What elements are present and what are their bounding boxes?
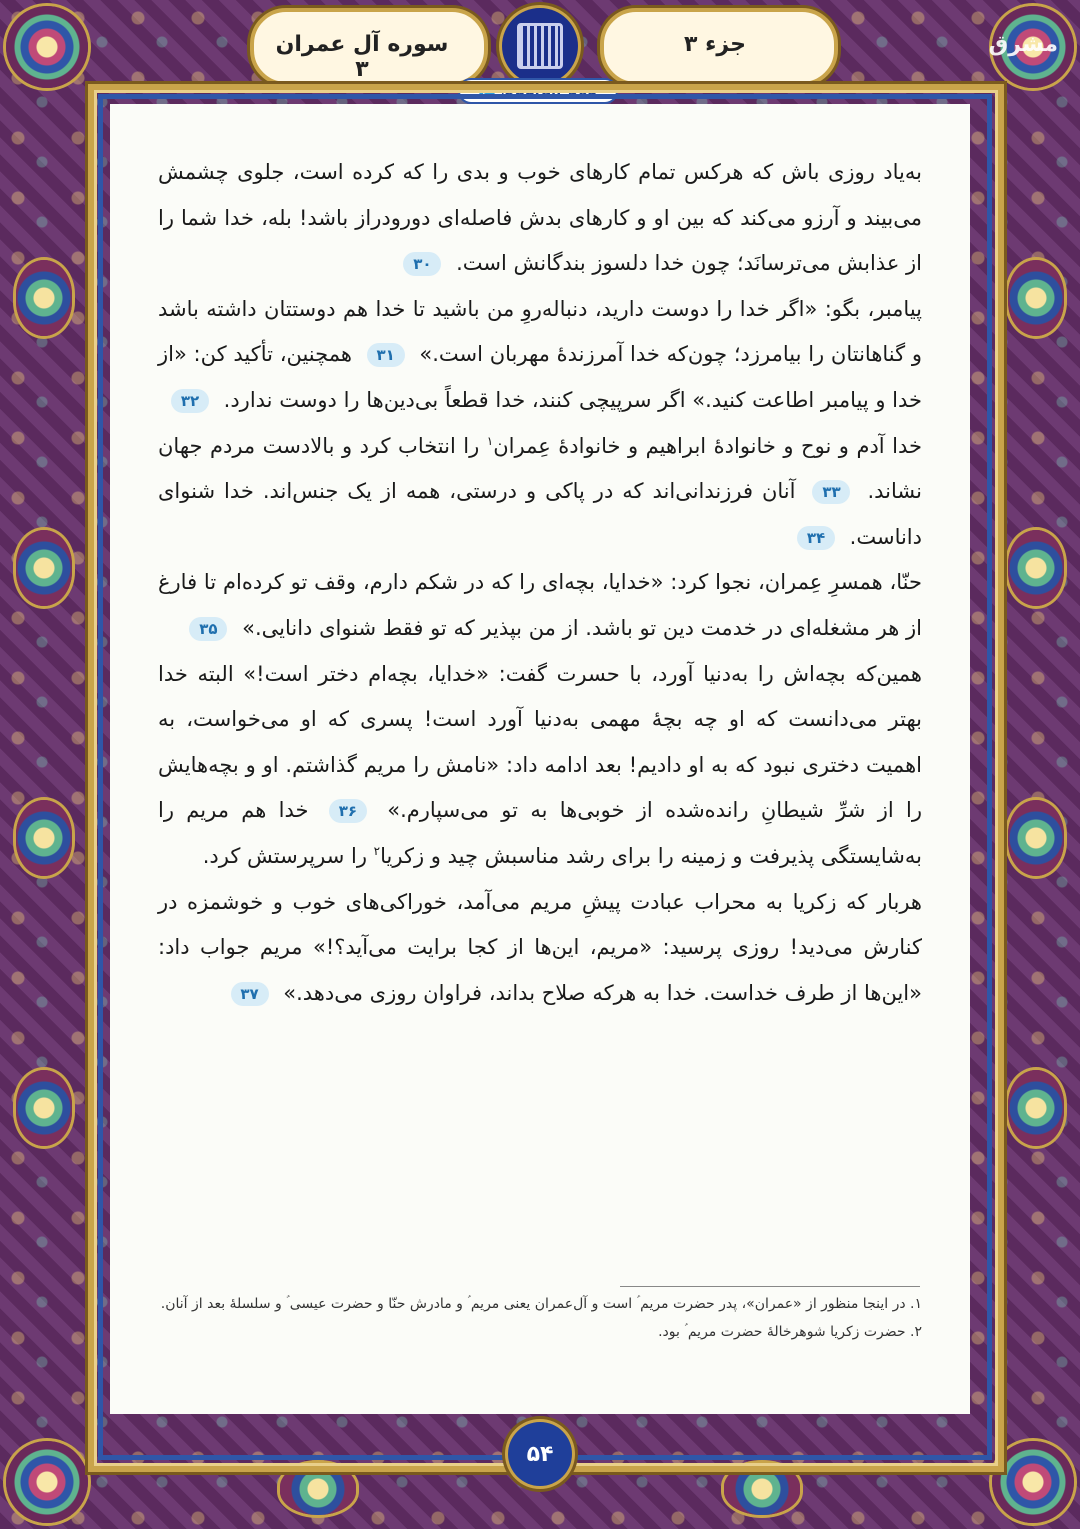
side-ornament [1008,800,1064,876]
footnote-marker[interactable]: ۲ [373,843,381,858]
paragraph [158,424,922,561]
verse-number: ۳۲ [171,389,209,413]
footnote: ۲. حضرت زکریا شوهرخالهٔ حضرت مریم ؑ بود. [658,1324,922,1340]
side-ornament [16,260,72,336]
side-ornament [1008,1070,1064,1146]
paragraph-text: به‌یاد روزی باش که هرکس تمام کارهای خوب و بدی را که کرده است، جلوی چشمش می‌بیند و آرزو می‌کند که بین او و کارهای بدش فاصله‌ای دورودراز باشد! بله، خدا شما را از عذابش می‌ترسانَد؛ چون خدا دلسوز بندگانش است. [158,160,922,276]
verse-number: ۳۷ [231,982,269,1006]
corner-ornament [992,1441,1074,1523]
paragraph-text: همین‌که بچه‌اش را به‌دنیا آورد، با حسرت گفت: «خدایا، بچه‌ام دختر است!» البته خدا بهتر می‌دانست که او چه بچهٔ مهمی به‌دنیا آورد است! پسری که او می‌خواست، به اهمیت دختری نبود که به او دادیم! بعد ادامه داد: «نامش را مریم گذاشتم. او و بچه‌هایش را از شرِّ شیطانِ رانده‌شده از خوبی‌ها به تو می‌سپارم.» [158,661,922,823]
paragraph [158,652,922,880]
corner-ornament [6,1441,88,1523]
paragraph-text: خدا هم مریم را به‌شایستگی پذیرفت و زمینه را برای رشد مناسبش چید و زکریا [158,798,922,868]
paragraph-text: هربار که زکریا به محراب عبادت پیشِ مریم می‌آمد، خوراکی‌های خوب و خوشمزه در کنارش می‌دید! روزی پرسید: «مریم، این‌ها از کجا برایت می‌آید؟!» مریم جواب داد: «این‌ها از طرف خداست. خدا به هرکه صلاح بداند، فراوان روزی می‌دهد.» [158,889,922,1005]
paragraph-text: را سرپرستش کرد. [202,843,367,868]
verse-number: ۳۴ [797,526,835,550]
paragraph-text: همچنین، تأکید کن: «از خدا و پیامبر اطاعت کنید.» اگر سرپیچی کنند، خدا قطعاً بی‌دین‌ها را دوست ندارد. [158,342,922,412]
paragraph-text: پیامبر، بگو: «اگر خدا را دوست دارید، دنباله‌روِ من باشید تا خدا هم دوستتان داشته باشد و گناهانتان را بیامرزد؛ چون‌که خدا آمرزندهٔ مهربان است.» [158,296,922,367]
verse-number: ۳۳ [812,480,850,504]
side-ornament [1008,260,1064,336]
paragraph-text: حنّا، همسرِ عِمران، نجوا کرد: «خدایا، بچه‌ای را که در شکم دارم، وقف تو کرده‌ام تا فارغ از هر مشغله‌ای در خدمت دین تو باشد. از من بپذیر که تو فقط شنوای دانایی.» [158,570,922,640]
side-ornament [16,530,72,606]
corner-ornament [6,6,88,88]
paragraph-text: را انتخاب کرد و بالادست مردم جهان نشاند. [158,433,922,504]
verse-number: ۳۰ [403,252,441,276]
watermark-logo: مشرق [988,32,1058,57]
paragraph [158,560,922,651]
footnote: ۱. در اینجا منظور از «عمران»، پدر حضرت مریم ؑ است و آل‌عمران یعنی مریم ؑ و مادرش حنّا و حضرت عیسی ؑ و سلسلهٔ بعد از آنان. [160,1296,922,1312]
side-ornament [1008,530,1064,606]
side-ornament [16,1070,72,1146]
paragraph-text: خدا آدم و نوح و خانوادهٔ ابراهیم و خانوادهٔ عِمران [493,433,922,458]
paragraph-text: آنان فرزندانی‌اند که در پاکی و درستی، همه از یک جنس‌اند. خدا شنوای داناست. [158,479,922,549]
calligraphy-seal [502,8,578,84]
footnotes [158,1292,922,1348]
verse-number: ۳۱ [367,343,405,367]
verse-number: ۳۵ [189,617,227,641]
handle-text: @quran_365 [500,83,598,99]
footnote-marker[interactable]: ۱ [486,433,494,448]
page-number: ۵۴ [508,1422,572,1486]
seal-icon [517,23,563,69]
translation-text [158,150,922,1016]
footnote-divider [620,1286,920,1287]
verse-number: ۳۶ [329,799,367,823]
paragraph [158,880,922,1017]
surah-title: سوره آل عمران ۳ [275,32,449,82]
paragraph [158,287,922,424]
juz-title: جزء ۳ [684,32,746,57]
paragraph [158,150,922,287]
side-ornament [16,800,72,876]
